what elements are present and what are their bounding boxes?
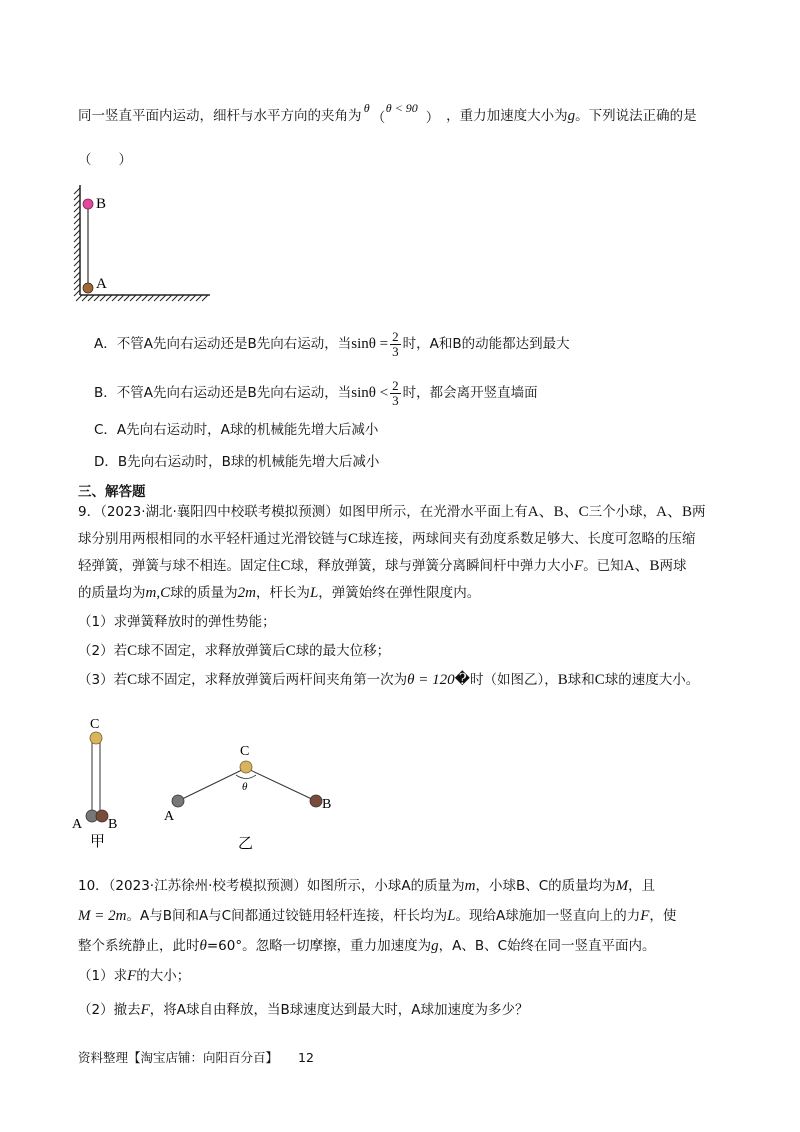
q9-part2: （2）若C球不固定，求释放弹簧后C球的最大位移； (78, 643, 391, 659)
angle-arc (236, 775, 256, 779)
page-number: 12 (298, 1050, 314, 1065)
ball-a (172, 795, 184, 807)
label-b: B (322, 797, 332, 812)
fraction: $\frac{2}{3}$ (392, 328, 399, 359)
label-theta: θ (242, 781, 248, 793)
label-c: C (240, 744, 250, 759)
q9-line4: 的质量均为m,C球的质量为2m，杆长为L，弹簧始终在弹性限度内。 (78, 585, 481, 601)
q8-option-b: B．不管A先向右运动还是B先向右运动，当sinθ < $\frac{2}{3}$ 时，都会离开竖直墙面 (94, 377, 538, 408)
ball-c (240, 761, 252, 773)
q8-wall-figure (70, 180, 215, 305)
label-c: C (90, 717, 100, 732)
ball-b (96, 810, 108, 822)
section-heading: 三、解答题 (78, 484, 146, 500)
footer-source: 资料整理【淘宝店铺：向阳百分百】 (78, 1050, 279, 1065)
ball-a (83, 283, 93, 293)
caption-jia: 甲 (90, 834, 106, 850)
q8-stem-line1: 同一竖直平面内运动，细杆与水平方向的夹角为 θ θ < 90 （ ） ，重力加速度大小为g。下列说法正确的是 (78, 101, 697, 126)
q9-part1: （1）求弹簧释放时的弹性势能； (78, 614, 276, 630)
q10-line1: 10．（2023·江苏徐州·校考模拟预测）如图所示，小球A的质量为m，小球B、C的质量均为M，且 (78, 878, 656, 894)
q9-part3: （3）若C球不固定，求释放弹簧后两杆间夹角第一次为θ = 120�时（如图乙），B球和C球的速度大小。 (78, 672, 700, 688)
q9-line3: 轻弹簧，弹簧与球不相连。固定住C球，释放弹簧，球与弹簧分离瞬间杆中弹力大小F。已知A、B两球 (78, 558, 687, 574)
q10-line3: 整个系统静止，此时θ=60°。忽略一切摩擦，重力加速度为g，A、B、C始终在同一竖直平面内。 (78, 938, 656, 954)
caption-yi: 乙 (238, 836, 254, 852)
ball-c (90, 732, 102, 744)
q9-figure-jia (66, 712, 136, 852)
label-a: A (164, 809, 175, 824)
q8-option-a: A．不管A先向右运动还是B先向右运动，当sinθ = $\frac{2}{3}$ 时，A和B的动能都达到最大 (94, 328, 570, 359)
fraction: $\frac{2}{3}$ (392, 377, 399, 408)
q8-angle-condition: θ θ < 90 （ ） (363, 101, 440, 126)
wall-hatch (74, 185, 210, 301)
q8-option-d: D．B先向右运动时，B球的机械能先增大后减小 (94, 454, 380, 470)
q10-part1: （1）求F的大小； (78, 968, 191, 984)
rod-ca (178, 768, 246, 801)
ball-b (310, 795, 322, 807)
rod-cb (246, 768, 316, 801)
q9-line2: 球分别用两根相同的水平轻杆通过光滑铰链与C球连接，两球间夹有劲度系数足够大、长度可忽略的压缩 (78, 531, 696, 547)
q8-answer-bracket: （ ） (78, 152, 132, 168)
q9-figure-yi (156, 738, 356, 858)
q9-line1: 9．（2023·湖北·襄阳四中校联考模拟预测）如图甲所示，在光滑水平面上有A、B、C三个小球，A、B两 (78, 504, 706, 520)
label-b: B (96, 196, 107, 212)
label-a: A (72, 817, 83, 832)
ball-b (83, 199, 93, 209)
q8-option-c: C．A先向右运动时，A球的机械能先增大后减小 (94, 422, 379, 438)
label-b: B (108, 817, 118, 832)
q10-line2: M = 2m。A与B间和A与C间都通过铰链用轻杆连接，杆长均为L。现给A球施加一竖直向上的力F，使 (78, 908, 677, 924)
label-a: A (96, 276, 107, 292)
q10-part2: （2）撤去F，将A球自由释放，当B球速度达到最大时，A球加速度为多少？ (78, 1002, 529, 1018)
